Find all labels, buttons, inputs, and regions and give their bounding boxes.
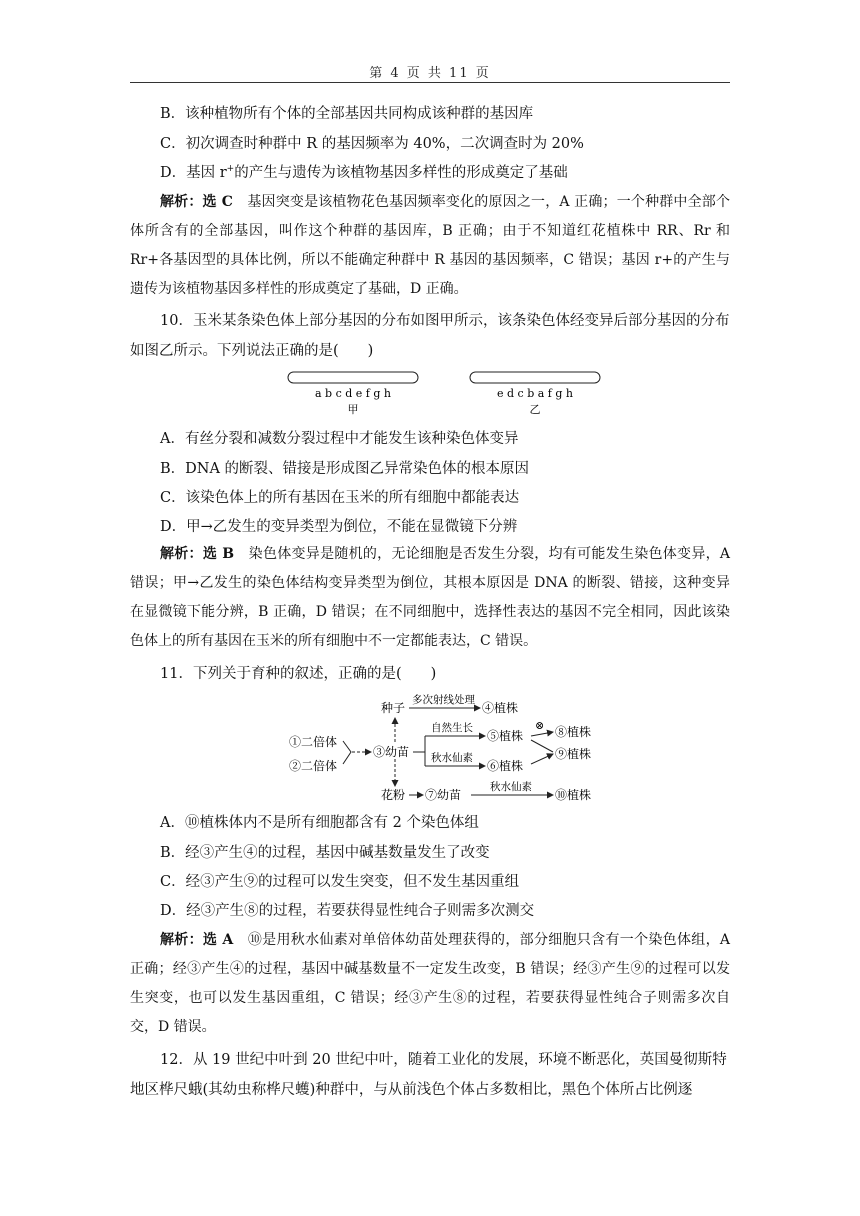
q9-option-d-text-1: D．基因 r <box>160 165 227 181</box>
q11-option-b: B．经③产生④的过程，基因中碱基数量发生了改变 <box>160 845 490 861</box>
q12-stem: 12．从 19 世纪中叶到 20 世纪中叶，随着工业化的发展，环境不断恶化，英国曼彻斯特地区桦尺蛾(其幼虫称桦尺蠖)种群中，与从前浅色个体占多数相比，黑色个体所占比例逐 <box>130 1052 727 1098</box>
chromosome-jia-label: 甲 <box>347 403 359 416</box>
merge-bracket <box>343 741 351 764</box>
q11-analysis-text: ⑩是用秋水仙素对单倍体幼苗处理获得的，部分细胞只含有一个染色体组，A 正确；经③产生④的过程，基因中碱基数量不一定发生改变，B 错误；经③产生⑨的过程可以发生突变，也可以发生基因重组，C 错误；经③产生⑧的过程，若要获得显性纯合子则需多次自交，D 错误。 <box>130 932 730 1035</box>
node-plant-6: ⑥植株 <box>487 759 524 773</box>
q10-analysis-label: 解析：选 B <box>160 546 235 562</box>
node-plant-10: ⑩植株 <box>555 788 592 802</box>
selfing-symbol: ⊗ <box>535 719 545 732</box>
label-colchicine-1: 秋水仙素 <box>431 752 473 764</box>
node-plant-8: ⑧植株 <box>555 725 592 739</box>
label-natural-growth: 自然生长 <box>431 722 473 734</box>
q11-option-d: D．经③产生⑧的过程，若要获得显性纯合子则需多次测交 <box>160 903 535 919</box>
q9-option-d <box>160 158 568 188</box>
q10-chromosome-figure <box>280 368 620 418</box>
q11-analysis <box>130 926 730 1042</box>
q11-analysis-label: 解析：选 A <box>160 932 234 948</box>
chromosome-jia <box>288 372 418 383</box>
node-diploid-1: ①二倍体 <box>289 735 338 749</box>
label-ray-treatment: 多次射线处理 <box>412 694 475 706</box>
q9-option-c: C．初次调查时种群中 R 的基因频率为 40%，二次调查时为 20% <box>160 136 584 152</box>
node-seedling-3: ③幼苗 <box>373 745 410 759</box>
q9-option-d-sup: + <box>226 164 235 175</box>
node-plant-5: ⑤植株 <box>487 729 524 743</box>
page-header: 第 4 页 共 11 页 <box>369 66 491 81</box>
q9-analysis-text: 基因突变是该植物花色基因频率变化的原因之一，A 正确；一个种群中全部个体所含有的全部基因，叫作这个种群的基因库，B 正确；由于不知道红花植株中 RR、Rr 和 Rr+各基因型的具体比例，所以不能确定种群中 R 基因的基因频率，C 错误；基因 r+的产生与遗传为该植物基因多样性的形成奠定了基础，D 正确。 <box>130 194 730 297</box>
q11-breeding-diagram <box>285 692 615 808</box>
q10-analysis-text: 染色体变异是随机的，无论细胞是否发生分裂，均有可能发生染色体变异，A 错误；甲→乙发生的染色体结构变异类型为倒位，其根本原因是 DNA 的断裂、错接，这种变异在显微镜下能分辨，B 正确，D 错误；在不同细胞中，选择性表达的基因不完全相同，因此该染色体上的所有基因在玉米的所有细胞中不一定都能表达，C 错误。 <box>130 546 730 649</box>
q10-stem: 10．玉米某条染色体上部分基因的分布如图甲所示，该条染色体经变异后部分基因的分布如图乙所示。下列说法正确的是( ) <box>130 313 730 359</box>
q11-option-a: A．⑩植株体内不是所有细胞都含有 2 个染色体组 <box>160 815 479 831</box>
arrow-selfing <box>531 732 553 736</box>
chromosome-yi-label: 乙 <box>529 403 541 416</box>
q10-option-d: D．甲→乙发生的变异类型为倒位，不能在显微镜下分辨 <box>160 519 518 535</box>
q10-option-a: A．有丝分裂和减数分裂过程中才能发生该种染色体变异 <box>160 431 519 447</box>
q10-analysis <box>130 540 730 656</box>
label-colchicine-2: 秋水仙素 <box>490 781 532 793</box>
q11-option-c: C．经③产生⑨的过程可以发生突变，但不发生基因重组 <box>160 874 520 890</box>
q9-analysis-label: 解析：选 C <box>160 194 233 210</box>
node-seed: 种子 <box>381 701 406 715</box>
q9-analysis <box>130 188 730 304</box>
node-plant-9: ⑨植株 <box>555 747 592 761</box>
chromosome-yi-genes: e d c b a f g h <box>497 387 573 400</box>
node-seedling-7: ⑦幼苗 <box>425 788 462 802</box>
node-plant-4: ④植株 <box>482 701 519 715</box>
node-pollen: 花粉 <box>381 788 406 802</box>
q10-option-b: B．DNA 的断裂、错接是形成图乙异常染色体的根本原因 <box>160 461 530 477</box>
q9-option-d-text-2: 的产生与遗传为该植物基因多样性的形成奠定了基础 <box>234 165 568 181</box>
q9-option-b: B．该种植物所有个体的全部基因共同构成该种群的基因库 <box>160 106 534 122</box>
arrow-to-9-a <box>531 740 553 752</box>
arrow-to-9-b <box>531 754 553 764</box>
chromosome-yi <box>470 372 600 383</box>
q10-option-c: C．该染色体上的所有基因在玉米的所有细胞中都能表达 <box>160 490 520 506</box>
header-rule <box>130 82 730 83</box>
node-diploid-2: ②二倍体 <box>289 759 338 773</box>
q11-stem: 11．下列关于育种的叙述，正确的是( ) <box>160 666 437 682</box>
chromosome-jia-genes: a b c d e f g h <box>315 387 391 400</box>
